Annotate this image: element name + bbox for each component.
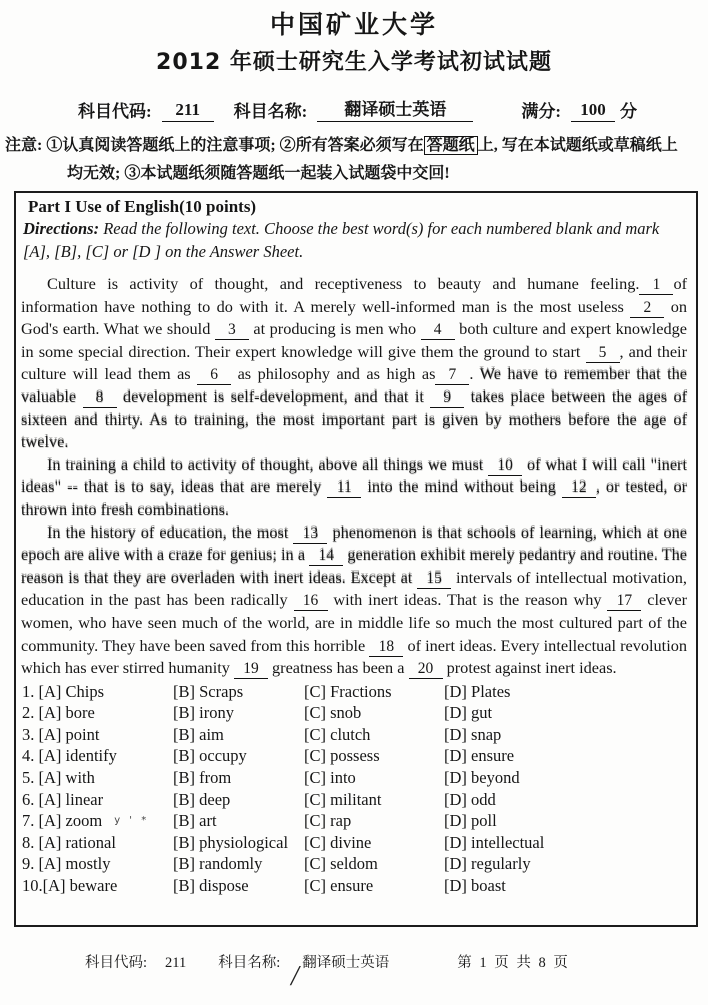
directions-label: Directions: [23, 219, 100, 238]
option-cell: [B] deep [173, 789, 231, 809]
option-cell: [C] divine [304, 832, 372, 852]
boxed-answer-sheet-term: 答题纸 [424, 136, 478, 155]
option-cell: [D] odd [444, 789, 496, 809]
subject-name-label: 科目名称: [233, 102, 308, 121]
passage-paragraph [21, 273, 687, 454]
answer-blank-16: 16 [294, 593, 328, 611]
subject-name-value: 翻译硕士英语 [317, 95, 473, 122]
option-row [21, 681, 687, 703]
answer-blank-5: 5 [586, 345, 620, 363]
option-row [21, 875, 687, 897]
notice-line-1-post: 上, 写在本试题纸或草稿纸上 [477, 137, 678, 154]
answer-blank-9: 9 [430, 390, 464, 408]
handwritten-slash-mark: / [291, 961, 299, 992]
answer-blank-15: 15 [417, 571, 451, 589]
answer-blank-10: 10 [488, 458, 522, 476]
option-cell: [B] aim [173, 724, 224, 744]
option-cell: [B] art [173, 811, 217, 831]
option-cell: [D] boast [444, 876, 506, 896]
option-cell: [C] seldom [304, 854, 378, 874]
score-unit: 分 [620, 102, 638, 121]
text-run-ghosted: In the history of education, the most 13 phenomenon is that schools of learning, which at one epoch are alive with a craze for genius; in a 14 generation exhibit merely pedantry and routine. The reason is that they are overladen with inert ideas. Except at 15 [21, 522, 687, 587]
option-row [21, 767, 687, 789]
answer-blank-20: 20 [409, 661, 443, 679]
answer-blank-7: 7 [435, 367, 469, 385]
part1-directions [23, 218, 687, 263]
answer-blank-11: 11 [327, 480, 361, 498]
option-cell: 2. [A] bore [22, 703, 95, 723]
option-cell: [D] gut [444, 703, 493, 723]
option-row [21, 724, 687, 746]
option-cell: [D] snap [444, 724, 502, 744]
exam-title: 2012 年硕士研究生入学考试初试试题 [156, 50, 552, 75]
passage [21, 273, 687, 680]
answer-blank-18: 18 [369, 639, 403, 657]
subject-code-label: 科目代码: [78, 102, 152, 121]
option-cell: [B] randomly [173, 854, 263, 874]
page-footer [0, 951, 708, 972]
answer-blank-19: 19 [234, 661, 268, 679]
option-cell: [B] Scraps [173, 681, 244, 701]
options-list [21, 681, 687, 897]
option-cell: [D] beyond [444, 768, 520, 788]
text-run: intervals of intellectual motivation, education in the past has been radically 16 with inert ideas. That is the reason why 17 clever women, who have seen much of the world, are in middle life so much the most cultured part of the community. They have been saved from this horrible 18 of inert ideas. Every intellectual revolution which has ever stirred humanity 19 greatness has been a 20 protest against inert ideas. [21, 567, 688, 678]
text-run-ghosted: In training a child to activity of thought, above all things we must 10 of what I will call "inert ideas" -- that is to say, ideas that are merely 11 into the mind without being 12 , or tested, or thrown into fresh combinations. [21, 454, 688, 519]
footer-code-value: 211 [165, 955, 187, 971]
option-cell: [B] from [173, 768, 232, 788]
option-cell: [C] possess [304, 746, 380, 766]
footer-code-label: 科目代码: [85, 955, 148, 971]
option-cell: 3. [A] point [22, 724, 100, 744]
option-row [21, 789, 687, 811]
option-cell: [C] militant [304, 789, 382, 809]
notice-block [5, 132, 708, 188]
answer-blank-4: 4 [421, 322, 455, 340]
option-cell: 6. [A] linear [22, 789, 104, 809]
option-row [21, 832, 687, 854]
option-cell: [D] poll [444, 811, 497, 831]
option-cell: [D] intellectual [444, 832, 545, 852]
answer-blank-14: 14 [309, 548, 343, 566]
option-cell: [B] irony [173, 703, 234, 723]
option-row [21, 810, 687, 832]
option-cell: 7. [A] zoom y ' * [22, 811, 150, 831]
answer-blank-3: 3 [215, 322, 249, 340]
option-cell: 9. [A] mostly [22, 854, 111, 874]
option-row [21, 702, 687, 724]
option-cell: [C] Fractions [304, 681, 392, 701]
passage-paragraph [21, 454, 687, 522]
notice-line-2: 均无效; ③本试题纸须随答题纸一起装入试题袋中交回! [67, 165, 450, 182]
directions-text: Read the following text. Choose the best word(s) for each numbered blank and mark [A], [B], [C] or [D ] on the Answer Sheet. [23, 219, 660, 261]
footer-name-value: 翻译硕士英语 [302, 955, 390, 971]
answer-blank-1: 1 [639, 277, 673, 295]
answer-blank-6: 6 [197, 367, 231, 385]
footer-name-label: 科目名称: [218, 955, 281, 971]
full-score-label: 满分: [521, 102, 562, 121]
option-cell: [B] occupy [173, 746, 247, 766]
answer-blank-12: 12 [562, 480, 596, 498]
option-cell: [C] clutch [304, 724, 371, 744]
option-cell: 8. [A] rational [22, 832, 116, 852]
notice-line-1-pre: 注意: ①认真阅读答题纸上的注意事项; ②所有答案必须写在 [5, 137, 424, 154]
option-cell: 4. [A] identify [22, 746, 117, 766]
option-cell: [C] snob [304, 703, 362, 723]
option-row [21, 853, 687, 875]
answer-blank-13: 13 [293, 526, 327, 544]
answer-blank-8: 8 [83, 390, 117, 408]
full-score-value: 100 [571, 100, 615, 122]
option-cell: [D] regularly [444, 854, 531, 874]
option-cell: [B] physiological [173, 832, 289, 852]
subject-info-line [78, 95, 708, 122]
text-run: Culture is activity of thought, and receptiveness to beauty and humane feeling. 1 of information have nothing to do with it. A merely well-informed man is the most useless 2 on God's earth. What we should 3 at producing is men who 4 both culture and expert knowledge in some special direction. Their expert knowledge will give them the ground to start 5 , and their culture will lead them as 6 as philosophy and as high as 7 . [21, 274, 688, 384]
option-cell: [D] ensure [444, 746, 515, 766]
answer-blank-17: 17 [607, 593, 641, 611]
part1-heading: Part I Use of English(10 points) [28, 197, 257, 216]
handwritten-scribble: y ' * [114, 815, 150, 827]
option-cell: [C] ensure [304, 876, 374, 896]
option-cell: 10.[A] beware [22, 876, 118, 896]
footer-page-number: 第 1 页 共 8 页 [457, 955, 570, 971]
option-cell: [B] dispose [173, 876, 249, 896]
option-cell: [C] rap [304, 811, 352, 831]
option-row [21, 745, 687, 767]
exam-page [0, 10, 708, 992]
notice-line-1 [5, 132, 708, 160]
subject-code-value: 211 [162, 100, 214, 122]
option-cell: 1. [A] Chips [22, 681, 105, 701]
text-run-ghosted: We have to remember that the valuable 8 development is self-development, and that it 9 takes place between the ages of sixteen and thirty. As to training, the most important part is given by mothers before the age of twelve. [21, 364, 688, 452]
option-cell: [C] into [304, 768, 356, 788]
passage-paragraph [21, 522, 687, 680]
option-cell: 5. [A] with [22, 768, 95, 788]
part1-question-box [14, 191, 698, 927]
option-cell: [D] Plates [444, 681, 511, 701]
answer-blank-2: 2 [630, 300, 664, 318]
university-title: 中国矿业大学 [269, 10, 438, 39]
